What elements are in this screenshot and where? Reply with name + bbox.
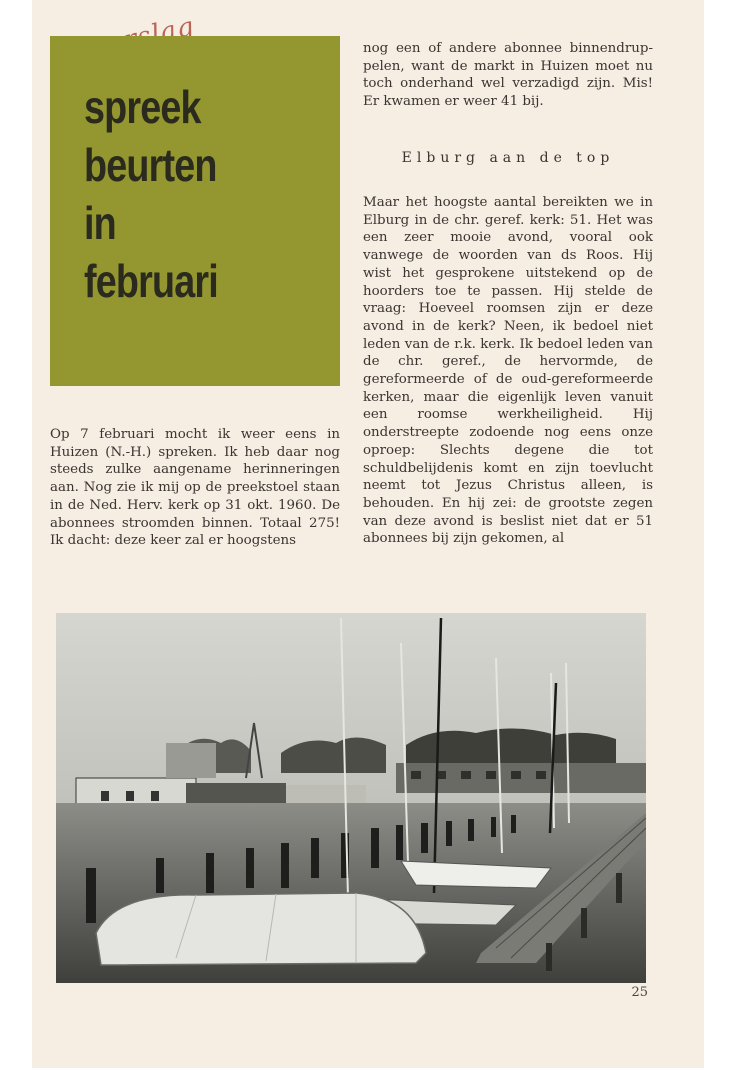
harbor-photo xyxy=(56,613,646,983)
column-right-bottom-text: Maar het hoogste aantal bereikten we in Elburg in de chr. geref. kerk: 51. Het was een zeer mooie avond, vooral ook vanwege de woorden van ds Roos. Hij wist het gesprokene uitstekend op de hoorders toe te passen. Hij stelde de vraag: Hoeveel roomsen zijn er deze avond in de kerk? Neen, ik bedoel niet leden van de r.k. kerk. Ik bedoel leden van de chr. geref., de hervormde, de gereformeerde of de oud-gereformeerde kerken, maar die eigenlijk leven vanuit een roomse werkheiligheid. Hij onderstreepte zodoende nog eens onze oproep: Slechts degene die tot schuldbelijdenis komt en zijn toevlucht neemt tot Jezus Christus alleen, is behouden. En hij zei: de grootste zegen van deze avond is beslist niet dat er 51 abonnees bij zijn gekomen, al xyxy=(363,195,653,547)
page-number: 25 xyxy=(631,985,648,1000)
column-right-top-text: nog een of andere abonnee binnendruppelen, want de markt in Huizen moet nu toch onderhand wel verzadigd zijn. Mis! Er kwamen er weer 41 bij. xyxy=(363,41,653,110)
column-left-text: Op 7 februari mocht ik weer eens in Huizen (N.-H.) spreken. Ik heb daar nog steeds zulke aangename herinneringen aan. Nog zie ik mij op de preekstoel staan in de Ned. Herv. kerk op 31 okt. 1960. De abonnees stroomden binnen. Totaal 275! Ik dacht: deze keer zal er hoogstens xyxy=(50,427,340,549)
title-block xyxy=(50,36,340,386)
harbor-photo-illustration xyxy=(56,613,646,983)
title-line-3: in xyxy=(84,197,116,249)
title-line-4: februari xyxy=(84,255,218,307)
title-line-2: beurten xyxy=(84,139,217,191)
subheading: Elburg aan de top xyxy=(401,150,615,166)
title-line-1: spreek xyxy=(84,81,201,133)
